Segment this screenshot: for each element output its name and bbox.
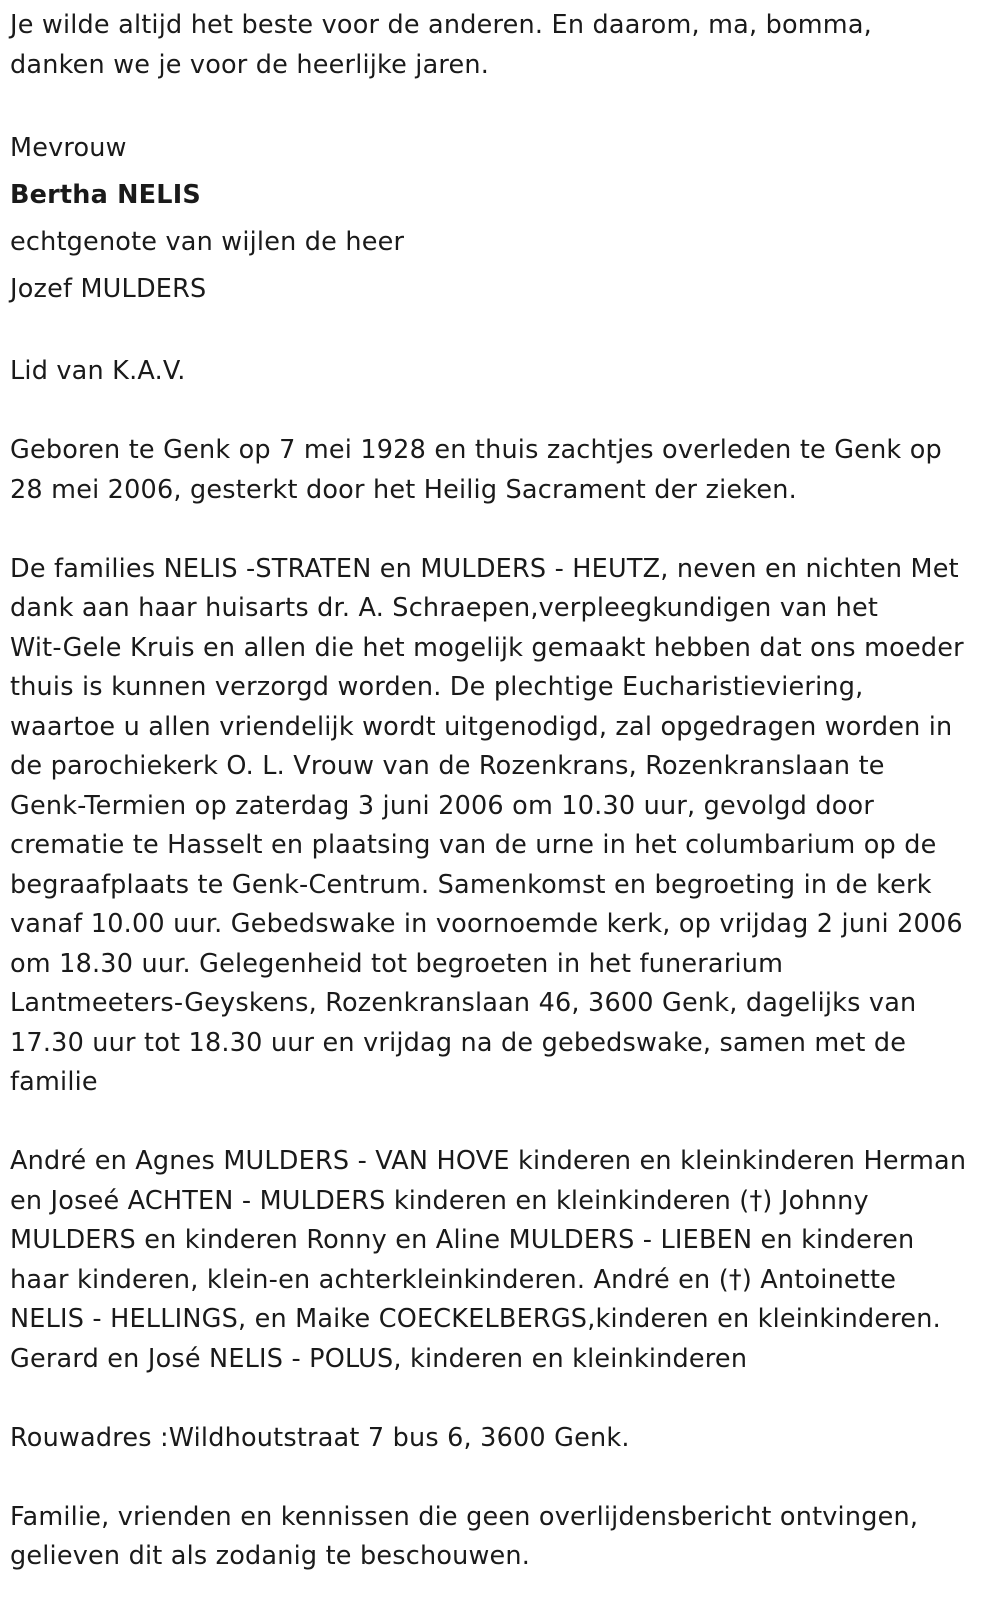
paragraph-gap: [10, 1379, 990, 1419]
paragraph-gap: [10, 1103, 990, 1143]
intro-paragraph: [10, 6, 990, 85]
deceased-name: Bertha NELIS: [10, 179, 201, 210]
birth-death-line: Geboren te Genk op 7 mei 1928 en thuis zachtjes overleden te Genk op: [10, 435, 942, 465]
family-line: NELIS - HELLINGS, en Maike COECKELBERGS,kinderen en kleinkinderen.: [10, 1304, 941, 1334]
ceremony-line: Genk-Termien op zaterdag 3 juni 2006 om 10.30 uur, gevolgd door: [10, 790, 875, 821]
family-line: Gerard en José NELIS - POLUS, kinderen en kleinkinderen: [10, 1343, 748, 1374]
ceremony-line: Lantmeeters-Geyskens, Rozenkranslaan 46, 3600 Genk, dagelijks van: [10, 988, 917, 1018]
family-paragraph: [10, 1142, 990, 1379]
paragraph-gap: [10, 510, 990, 550]
intro-line: danken we je voor de heerlijke jaren.: [10, 49, 490, 80]
ceremony-line: Wit-Gele Kruis en allen die het mogelijk gemaakt hebben dat ons moeder: [10, 632, 964, 663]
paragraph-gap: [10, 392, 990, 432]
paragraph-gap: [10, 1458, 990, 1498]
ceremony-line: crematie te Hasselt en plaatsing van de urne in het columbarium op de: [10, 830, 937, 860]
ceremony-line: familie: [10, 1067, 98, 1097]
ceremony-line: 17.30 uur tot 18.30 uur en vrijdag na de gebedswake, samen met de: [10, 1027, 907, 1058]
ceremony-line: waartoe u allen vriendelijk wordt uitgenodigd, zal opgedragen worden in: [10, 711, 953, 742]
deceased-title: Mevrouw: [10, 132, 127, 163]
family-line: MULDERS en kinderen Ronny en Aline MULDERS - LIEBEN en kinderen: [10, 1225, 915, 1255]
ceremony-paragraph: [10, 550, 990, 1103]
ceremony-line: dank aan haar huisarts dr. A. Schraepen,verpleegkundigen van het: [10, 593, 879, 623]
family-line: haar kinderen, klein-en achterkleinkinderen. André en (†) Antoinette: [10, 1264, 897, 1295]
birth-death-line: 28 mei 2006, gesterkt door het Heilig Sacrament der zieken.: [10, 474, 797, 505]
paragraph-gap: [10, 85, 990, 125]
mourning-address: Rouwadres :Wildhoutstraat 7 bus 6, 3600 Genk.: [10, 1422, 630, 1453]
ceremony-line: thuis is kunnen verzorgd worden. De plechtige Eucharistieviering,: [10, 672, 864, 702]
membership-line: Lid van K.A.V.: [10, 356, 186, 386]
family-line: en Joseé ACHTEN - MULDERS kinderen en kleinkinderen (†) Johnny: [10, 1185, 869, 1216]
closing-paragraph: [10, 1498, 990, 1577]
ceremony-line: om 18.30 uur. Gelegenheid tot begroeten in het funerarium: [10, 948, 784, 979]
spouse-name: Jozef MULDERS: [10, 273, 207, 304]
intro-line: Je wilde altijd het beste voor de anderen. En daarom, ma, bomma,: [10, 10, 872, 40]
closing-line: gelieven dit als zodanig te beschouwen.: [10, 1541, 531, 1571]
spouse-prefix: echtgenote van wijlen de heer: [10, 226, 405, 257]
paragraph-gap: [10, 313, 990, 353]
ceremony-line: vanaf 10.00 uur. Gebedswake in voornoemde kerk, op vrijdag 2 juni 2006: [10, 909, 963, 939]
ceremony-line: begraafplaats te Genk-Centrum. Samenkomst en begroeting in de kerk: [10, 869, 932, 900]
closing-line: Familie, vrienden en kennissen die geen overlijdensbericht ontvingen,: [10, 1501, 919, 1532]
ceremony-line: De families NELIS -STRATEN en MULDERS - HEUTZ, neven en nichten Met: [10, 553, 959, 584]
family-line: André en Agnes MULDERS - VAN HOVE kinderen en kleinkinderen Herman: [10, 1146, 967, 1176]
birth-death-paragraph: [10, 431, 990, 510]
deceased-block: [10, 125, 990, 313]
ceremony-line: de parochiekerk O. L. Vrouw van de Rozenkrans, Rozenkranslaan te: [10, 751, 885, 781]
